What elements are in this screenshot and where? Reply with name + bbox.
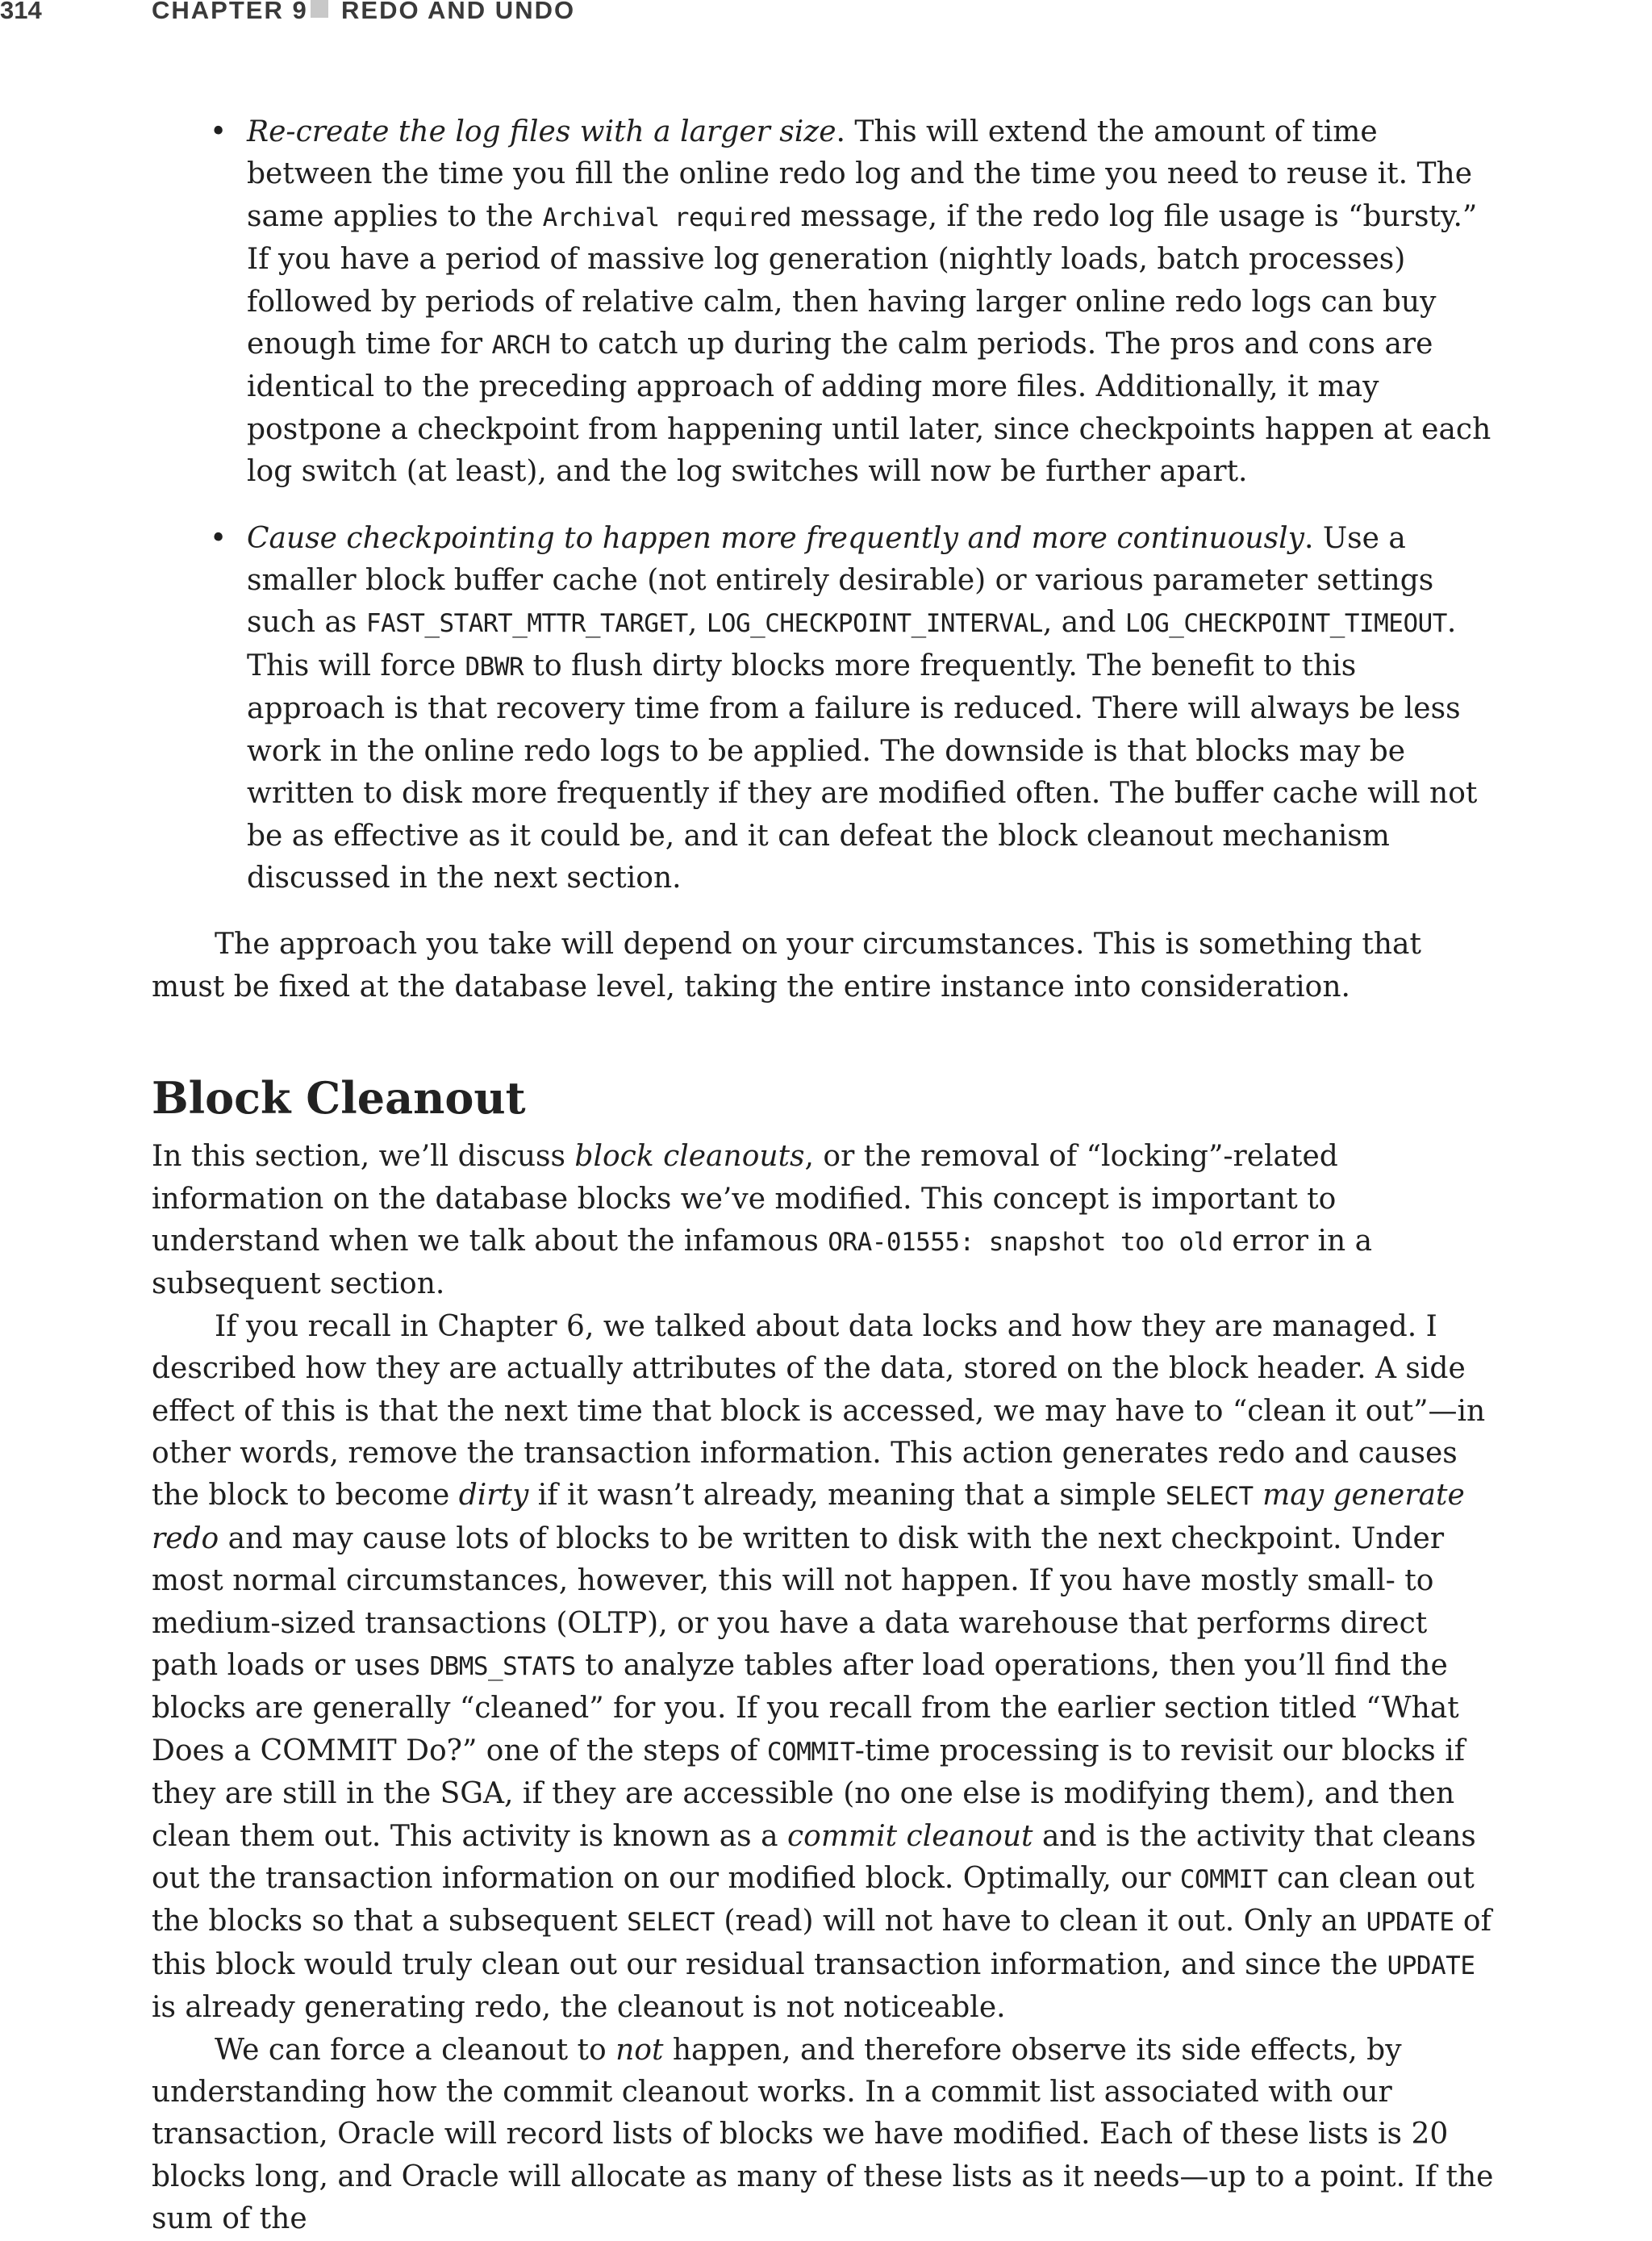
text-run: , or the removal of “locking”-related information on the database blocks we’ve modified. This concept is important to understand when we talk about the infamous	[152, 1140, 1338, 1258]
code-run: Archival required	[542, 202, 791, 232]
text-run: and is the activity that cleans out the transaction information on our modified block. Optimally, our	[152, 1819, 1476, 1896]
code-run: SELECT	[627, 1908, 715, 1938]
bullet-dot-icon: •	[210, 115, 227, 148]
bullet-lead: Cause checkpointing to happen more frequently and more continuously	[247, 521, 1304, 555]
text-run: to catch up during the calm periods. The pros and cons are identical to the preceding approach of adding more files. Additionally, it may postpone a checkpoint from happening until later, since checkpoints happen at each log switch (at least), and the log switches will now be further apart.	[247, 328, 1491, 489]
section-heading: Block Cleanout	[152, 1072, 526, 1125]
emphasis: not	[615, 2033, 664, 2067]
text-run: happen, and therefore observe its side effects, by understanding how the commit cleanout works. In a commit list associated with our transaction, Oracle will record lists of blocks we have modified. Each of these lists is 20 blocks long, and Oracle will allocate as many of these lists as it needs—up to a point. If the sum of the	[152, 2033, 1494, 2236]
text-run: ,	[687, 606, 707, 640]
text-run: If you recall in Chapter 6, we talked about data locks and how they are managed. I described how they are actually attributes of the data, stored on the block header. A side effect of this is that the next time that block is accessed, we may have to “clean it out”—in other words, remove the transaction information. This action generates redo and causes the block to become	[152, 1309, 1486, 1513]
text-run: . Use a smaller block buffer cache (not entirely desirable) or various parameter settings such as	[247, 521, 1434, 640]
bullet-text	[247, 518, 1499, 900]
bullet-lead: Re-create the log files with a larger size	[247, 115, 836, 148]
code-run: DBWR	[465, 652, 524, 682]
text-run: . This will force	[247, 606, 1457, 682]
text-run: (read) will not have to clean it out. Only an	[714, 1905, 1366, 1938]
code-run: COMMIT	[766, 1737, 855, 1767]
text-run: to analyze tables after load operations, then you’ll find the blocks are generally “cleaned” for you. If you recall from the earlier section titled “What Does a COMMIT Do?” one of the steps of	[152, 1649, 1459, 1767]
code-run: ARCH	[491, 331, 551, 361]
code-run: LOG_CHECKPOINT_INTERVAL	[706, 609, 1043, 639]
paragraph	[152, 2030, 1499, 2241]
approach-paragraph: The approach you take will depend on your circumstances. This is something that must be fixed at the database level, taking the entire instance into consideration.	[152, 928, 1421, 1004]
code-run: COMMIT	[1179, 1865, 1268, 1895]
text-run: , and	[1042, 606, 1125, 640]
page-body	[152, 111, 1499, 2241]
paragraph	[152, 1136, 1499, 1306]
emphasis: commit cleanout	[787, 1819, 1033, 1853]
bullet-item	[152, 111, 1499, 494]
text-run: and may cause lots of blocks to be written to disk with the next checkpoint. Under most normal circumstances, however, this will not happen. If you have mostly small- to medium-sized transactions (OLTP), or you have a data warehouse that performs direct path loads or uses	[152, 1521, 1445, 1682]
code-run: DBMS_STATS	[429, 1652, 576, 1681]
code-run: FAST_START_MTTR_TARGET	[365, 609, 688, 639]
running-header	[0, 0, 1652, 29]
emphasis: block cleanouts	[574, 1140, 805, 1174]
bullet-text	[247, 111, 1499, 494]
text-run: if it wasn’t already, meaning that a simple	[528, 1479, 1166, 1513]
paragraph	[152, 1306, 1499, 2030]
bullet-dot-icon: •	[210, 521, 227, 555]
text-run	[1254, 1479, 1262, 1512]
emphasis: dirty	[458, 1479, 529, 1513]
code-run: ORA-01555: snapshot too old	[828, 1227, 1223, 1257]
page-number: 314	[0, 0, 42, 24]
text-run: message, if the redo log file usage is “bursty.” If you have a period of massive log generation (nightly loads, batch processes) followed by periods of relative calm, then having larger online redo logs can buy enough time for	[247, 199, 1478, 361]
code-run: UPDATE	[1366, 1908, 1454, 1938]
bullet-item	[152, 518, 1499, 900]
header-separator-square	[311, 0, 328, 18]
text-run: error in a subsequent section.	[152, 1224, 1373, 1301]
text-run: of this block would truly clean out our residual transaction information, and since the	[152, 1905, 1491, 1981]
chapter-label: CHAPTER 9	[152, 0, 308, 24]
text-run: is already generating redo, the cleanout is not noticeable.	[152, 1991, 1006, 2025]
emphasis: may generate redo	[152, 1479, 1465, 1555]
text-run: can clean out the blocks so that a subsequent	[152, 1862, 1475, 1938]
code-run: SELECT	[1165, 1482, 1254, 1512]
text-run: . This will extend the amount of time between the time you fill the online redo log and the time you need to reuse it. The same applies to the	[247, 115, 1473, 233]
code-run: UPDATE	[1387, 1951, 1475, 1980]
text-run: -time processing is to revisit our blocks if they are still in the SGA, if they are accessible (no one else is modifying them), and then clean them out. This activity is known as a	[152, 1734, 1466, 1853]
text-run: We can force a cleanout to	[215, 2033, 616, 2067]
text-run: to flush dirty blocks more frequently. The benefit to this approach is that recovery time from a failure is reduced. There will always be less work in the online redo logs to be applied. The downside is that blocks may be written to disk more frequently if they are modified often. The buffer cache will not be as effective as it could be, and it can defeat the block cleanout mechanism discussed in the next section.	[247, 649, 1478, 895]
text-run: In this section, we’ll discuss	[152, 1140, 575, 1174]
chapter-title: REDO AND UNDO	[341, 0, 576, 24]
code-run: LOG_CHECKPOINT_TIMEOUT	[1124, 609, 1447, 639]
